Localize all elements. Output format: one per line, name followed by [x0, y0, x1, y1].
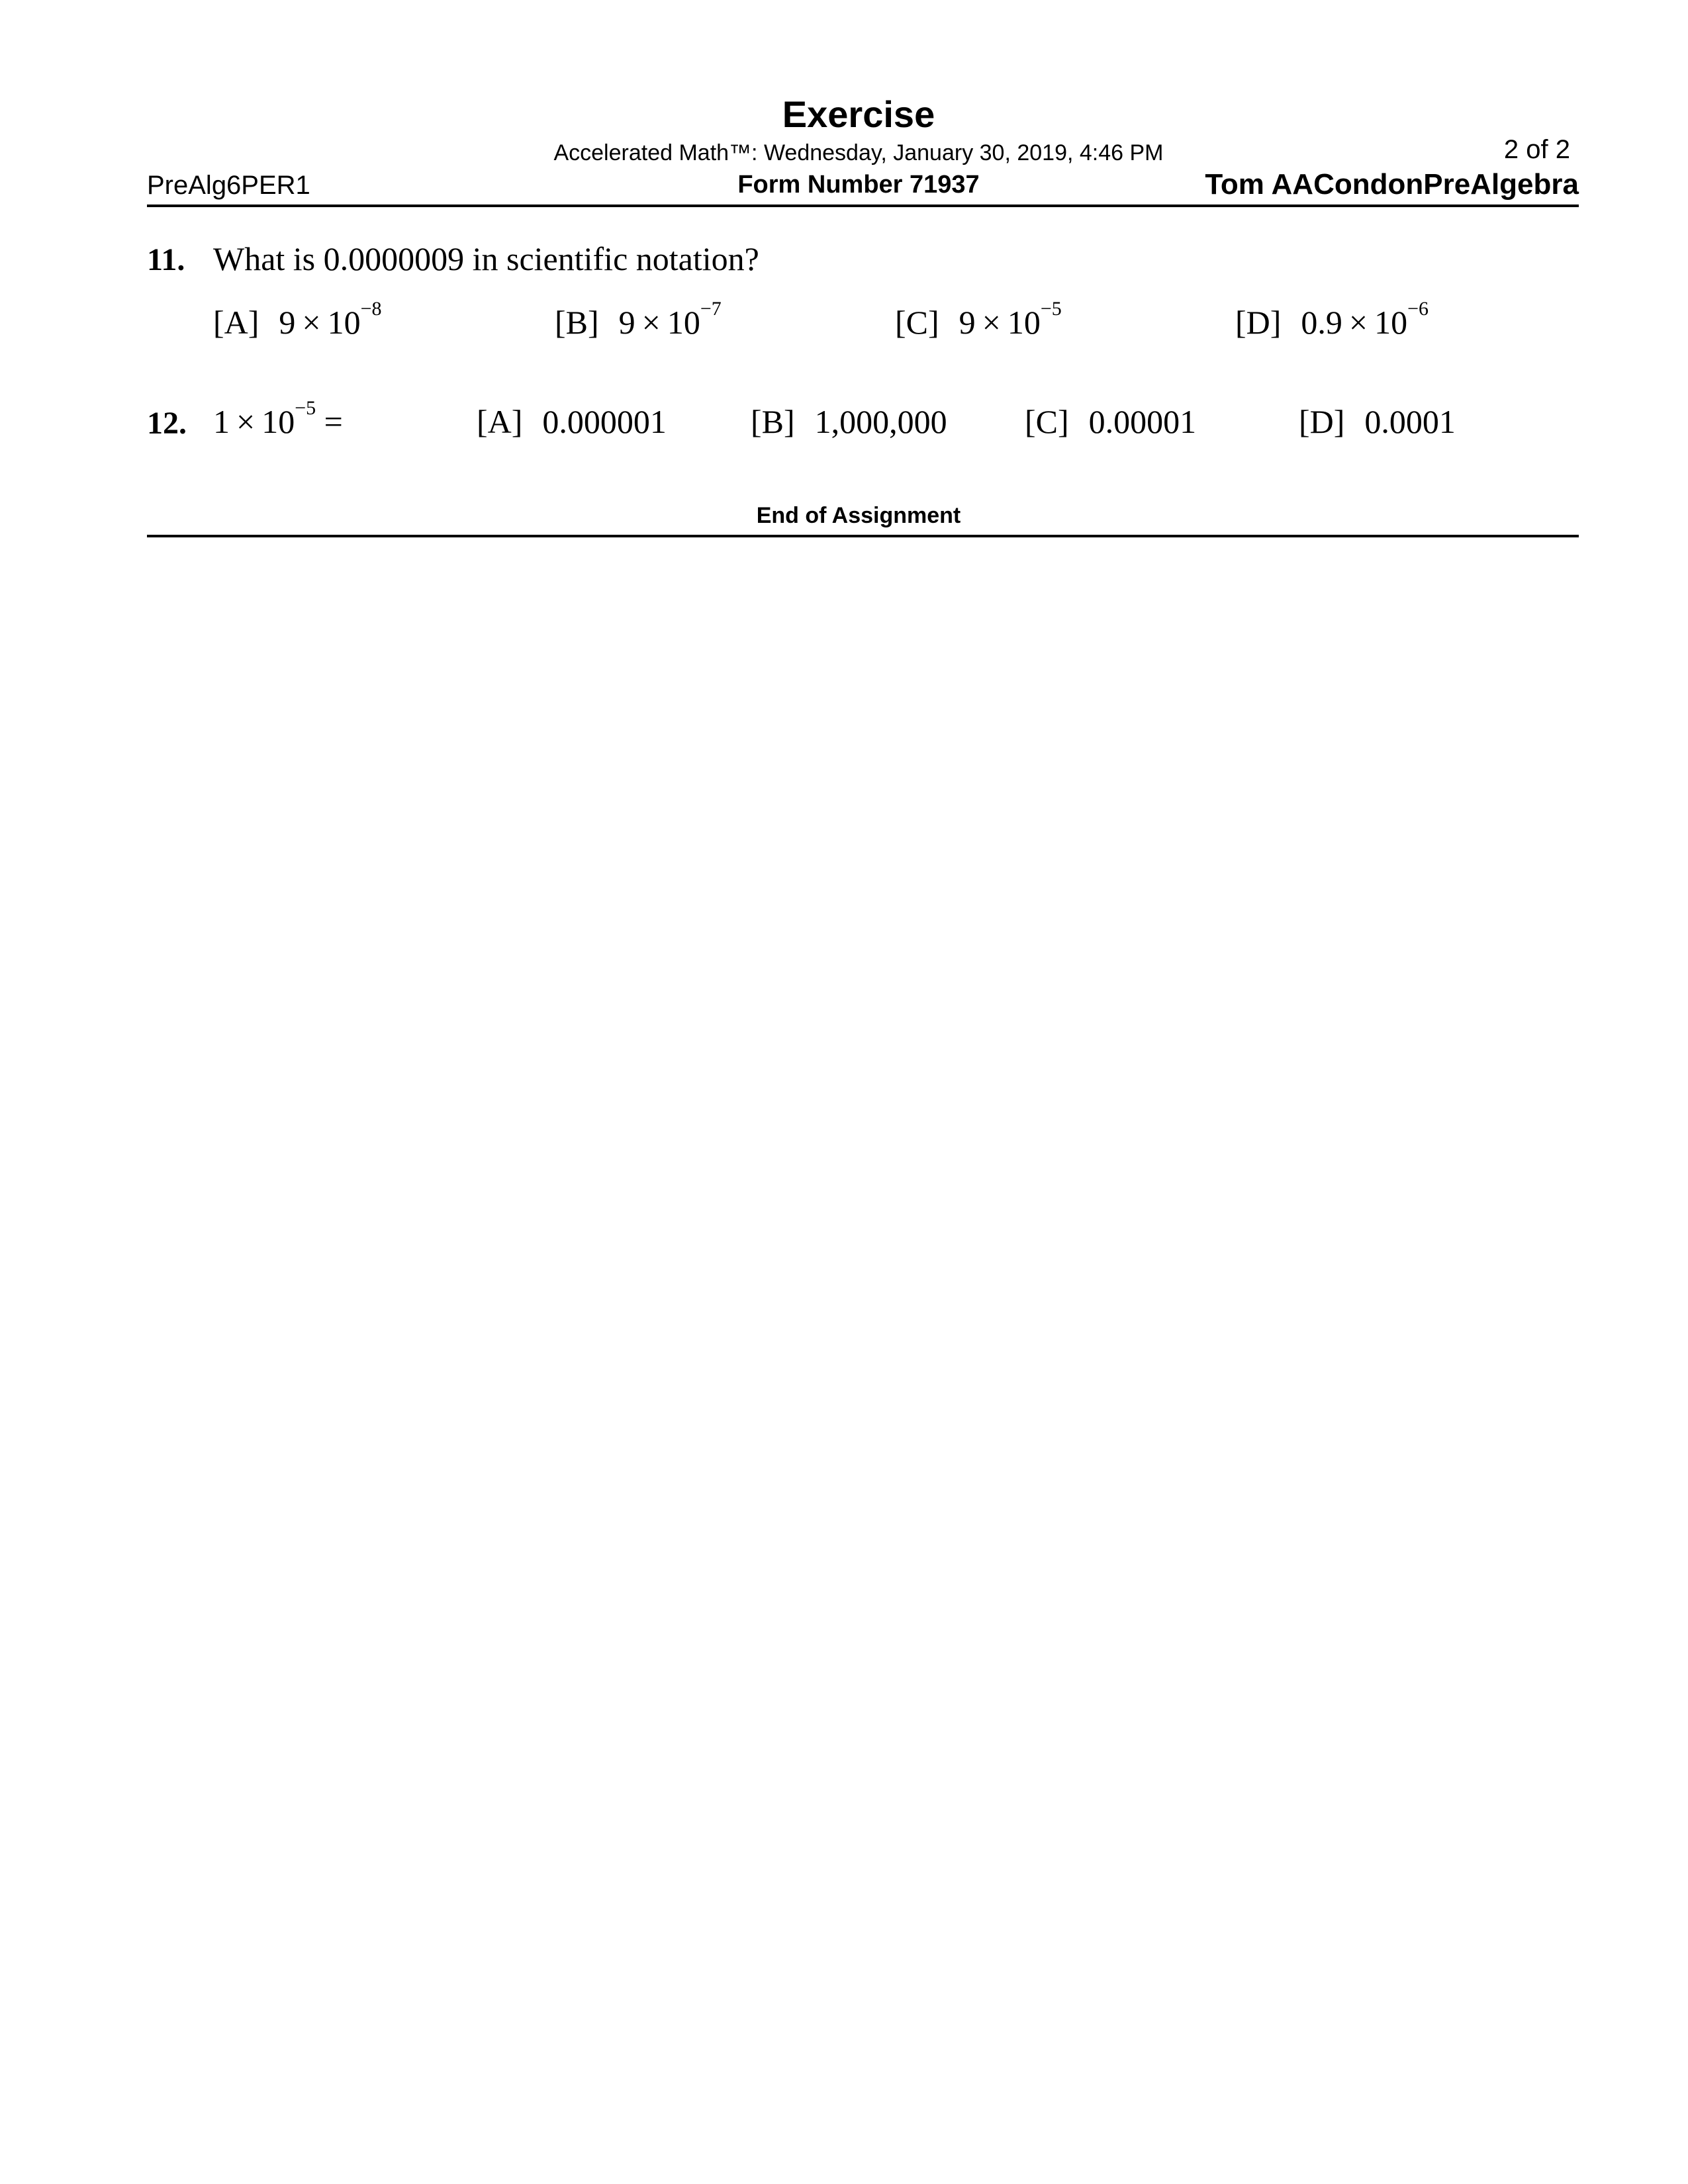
answer-choice-a	[213, 298, 382, 341]
answer-choice-a	[477, 402, 667, 441]
expr-exponent: −5	[295, 397, 316, 419]
page-title: Exercise	[782, 93, 935, 135]
choice-value: 0.00001	[1088, 403, 1197, 440]
choice-coefficient: 0.9	[1301, 304, 1342, 341]
choice-exponent: −6	[1407, 298, 1429, 320]
choice-letter: [A]	[477, 403, 523, 440]
class-code: PreAlg6PER1	[147, 171, 310, 200]
choice-exponent: −8	[360, 298, 382, 320]
choice-base: 10	[1007, 304, 1041, 341]
footer-divider	[147, 535, 1579, 537]
times-sign: ×	[641, 304, 661, 341]
answer-choice-d	[1235, 298, 1429, 341]
choice-letter: [C]	[895, 304, 939, 341]
times-sign: ×	[302, 304, 321, 341]
page-number: 2 of 2	[1503, 135, 1570, 164]
choice-letter: [B]	[751, 403, 795, 440]
choice-base: 10	[327, 304, 361, 341]
answer-choice-b	[555, 298, 722, 341]
form-number: Form Number 71937	[737, 171, 980, 199]
choice-letter: [D]	[1235, 304, 1282, 341]
choice-exponent: −7	[700, 298, 722, 320]
choice-value: 1,000,000	[814, 403, 947, 440]
answer-choice-c	[895, 298, 1062, 341]
choice-coefficient: 9	[959, 304, 976, 341]
end-of-assignment: End of Assignment	[756, 503, 961, 528]
header-divider	[147, 205, 1579, 207]
choice-base: 10	[1374, 304, 1408, 341]
expr-base: 10	[261, 403, 295, 440]
choice-coefficient: 9	[279, 304, 296, 341]
answer-choice-d	[1299, 402, 1456, 441]
choice-letter: [D]	[1299, 403, 1345, 440]
choice-letter: [C]	[1025, 403, 1069, 440]
answer-choice-c	[1025, 402, 1196, 441]
choice-value: 0.000001	[542, 403, 667, 440]
equals-sign: =	[324, 403, 343, 440]
student-name: Tom AACondonPreAlgebra	[1205, 168, 1579, 201]
choice-coefficient: 9	[618, 304, 635, 341]
expr-coefficient: 1	[213, 403, 230, 440]
choice-exponent: −5	[1040, 298, 1062, 320]
question-expression	[213, 397, 343, 441]
question-text: What is 0.0000009 in scientific notation?	[213, 240, 759, 277]
question-number: 11.	[147, 242, 185, 277]
times-sign: ×	[982, 304, 1001, 341]
choice-value: 0.0001	[1364, 403, 1456, 440]
answer-choice-b	[751, 402, 947, 441]
choice-base: 10	[667, 304, 700, 341]
choice-letter: [B]	[555, 304, 599, 341]
question-number: 12.	[147, 406, 187, 441]
choice-letter: [A]	[213, 304, 259, 341]
times-sign: ×	[1348, 304, 1368, 341]
times-sign: ×	[236, 403, 256, 440]
subtitle: Accelerated Math™: Wednesday, January 30, 2019, 4:46 PM	[553, 140, 1164, 165]
